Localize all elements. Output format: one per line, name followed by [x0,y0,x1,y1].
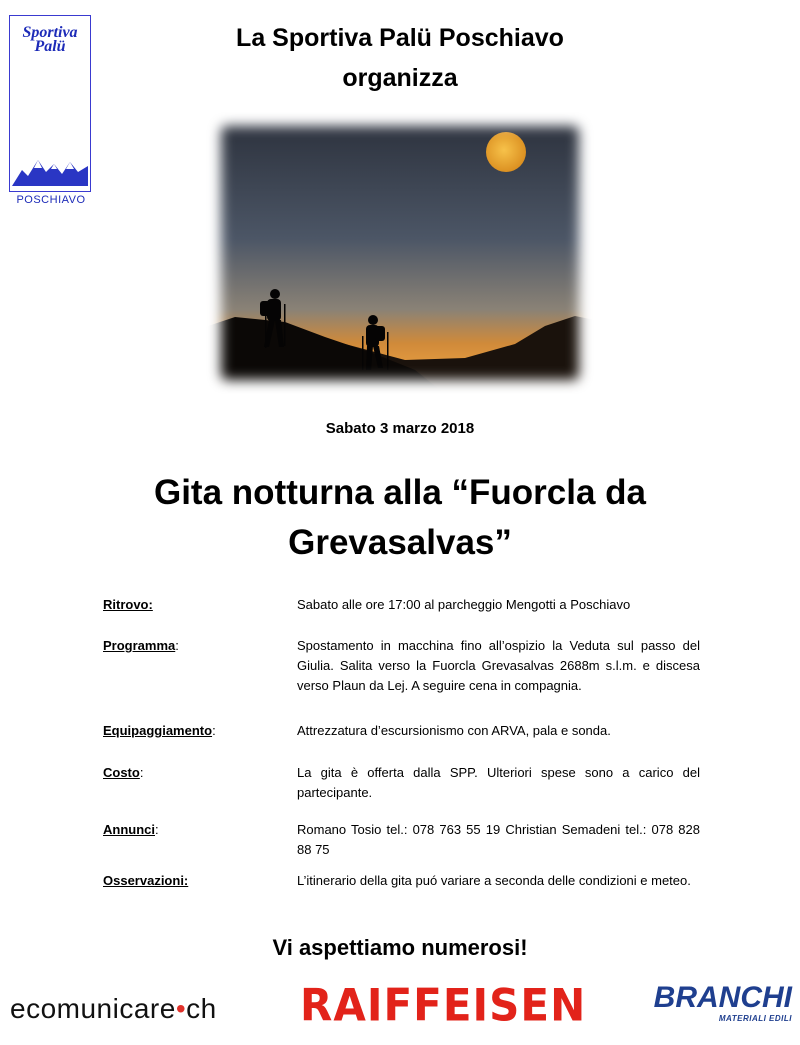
detail-value: L’itinerario della gita puó variare a seconda delle condizioni e meteo. [297,873,691,888]
logo-title-line1: Sportiva [22,24,78,41]
organizer-heading [150,18,650,98]
sponsor-ecomunicare-logo: ecomunicare•ch [10,993,217,1024]
detail-value: Spostamento in macchina fino all’ospizio la Veduta sul passo del Giulia. Salita verso la Fuorcla Grevasalvas 2688m s.l.m. e discesa verso Plaun da Lej. A seguire cena in compagnia. [297,638,700,693]
night-hike-photo [205,112,595,394]
detail-value: Sabato alle ore 17:00 al parcheggio Mengotti a Poschiavo [297,597,631,612]
detail-value: Romano Tosio tel.: 078 763 55 19 Christian Semadeni tel.: 078 828 88 75 [297,822,700,857]
detail-value: Attrezzatura d’escursionismo con ARVA, pala e sonda. [297,723,611,738]
event-date: Sabato 3 marzo 2018 [325,420,475,437]
logo-town: POSCHIAVO [16,194,86,206]
organizer-name: La Sportiva Palü Poschiavo [236,24,564,52]
detail-label: Programma: [103,638,179,653]
logo-title-line2: Palü [34,38,66,55]
logo-title [10,26,90,54]
sponsor-branchi-logo: BRANCHI MATERIALI EDILI [653,981,792,1023]
detail-label: Ritrovo: [103,597,153,612]
detail-label: Equipaggiamento: [103,723,216,738]
detail-label: Osservazioni: [103,873,189,888]
club-logo [9,15,91,206]
organizer-verb: organizza [342,64,458,92]
event-title: Gita notturna alla “Fuorcla da Grevasalvas” [153,473,647,562]
closing-line: Vi aspettiamo numerosi! [272,935,528,960]
detail-label: Costo: [103,765,144,780]
sponsor-raiffeisen-logo: RAIFFEISEN [300,979,587,1032]
mountain-icon [12,156,88,186]
detail-value: La gita è offerta dalla SPP. Ulteriori spese sono a carico del partecipante. [297,765,700,800]
detail-label: Annunci: [103,822,159,837]
